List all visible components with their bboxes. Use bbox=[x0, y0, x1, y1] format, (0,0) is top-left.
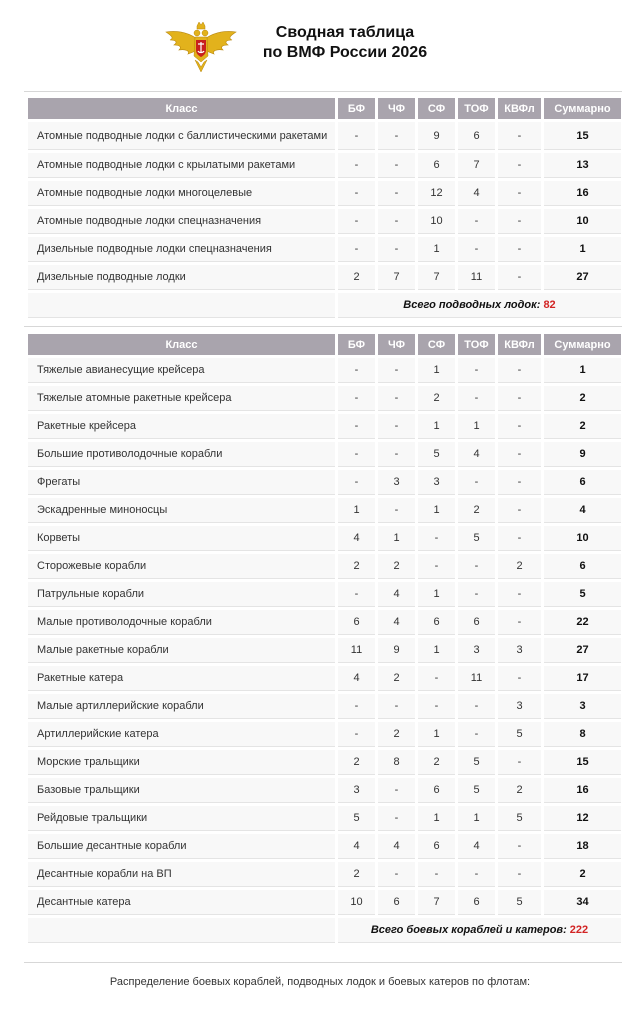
total-cell: 3 bbox=[544, 694, 621, 719]
sf-cell: 6 bbox=[418, 834, 455, 859]
class-cell: Атомные подводные лодки спецназначения bbox=[28, 209, 335, 234]
kvfl-cell: 3 bbox=[498, 694, 541, 719]
table-row bbox=[28, 122, 621, 150]
total-cell: 27 bbox=[544, 638, 621, 663]
sf-cell: 2 bbox=[418, 386, 455, 411]
bf-cell: 2 bbox=[338, 862, 375, 887]
total-row-spacer bbox=[28, 293, 335, 318]
tof-cell: - bbox=[458, 470, 495, 495]
chf-cell: - bbox=[378, 181, 415, 206]
table-row bbox=[28, 834, 621, 859]
tof-cell: 7 bbox=[458, 153, 495, 178]
table-row bbox=[28, 806, 621, 831]
sf-cell: - bbox=[418, 694, 455, 719]
class-cell: Большие противолодочные корабли bbox=[28, 442, 335, 467]
table-row bbox=[28, 862, 621, 887]
sf-cell: 1 bbox=[418, 237, 455, 262]
kvfl-cell: - bbox=[498, 386, 541, 411]
chf-cell: - bbox=[378, 122, 415, 150]
kvfl-cell: - bbox=[498, 862, 541, 887]
chf-cell: 4 bbox=[378, 610, 415, 635]
bf-cell: 3 bbox=[338, 778, 375, 803]
bf-cell: - bbox=[338, 181, 375, 206]
tof-cell: 5 bbox=[458, 778, 495, 803]
chf-cell: - bbox=[378, 153, 415, 178]
sf-cell: 1 bbox=[418, 498, 455, 523]
class-cell: Ракетные крейсера bbox=[28, 414, 335, 439]
surface-total-label: Всего боевых кораблей и катеров: bbox=[370, 924, 567, 936]
chf-cell: 9 bbox=[378, 638, 415, 663]
page-title bbox=[250, 23, 440, 63]
chf-cell: - bbox=[378, 778, 415, 803]
sf-cell: 1 bbox=[418, 582, 455, 607]
tof-cell: 6 bbox=[458, 610, 495, 635]
total-cell: 2 bbox=[544, 386, 621, 411]
tof-cell: 11 bbox=[458, 265, 495, 290]
column-header-kvfl: КВФл bbox=[498, 98, 541, 119]
tof-cell: - bbox=[458, 862, 495, 887]
chf-cell: - bbox=[378, 358, 415, 383]
total-cell: 9 bbox=[544, 442, 621, 467]
table-row bbox=[28, 554, 621, 579]
sf-cell: 1 bbox=[418, 722, 455, 747]
class-cell: Дизельные подводные лодки спецназначения bbox=[28, 237, 335, 262]
total-row-spacer bbox=[28, 918, 335, 943]
kvfl-cell: - bbox=[498, 666, 541, 691]
class-cell: Фрегаты bbox=[28, 470, 335, 495]
tof-cell: 11 bbox=[458, 666, 495, 691]
class-cell: Малые артиллерийские корабли bbox=[28, 694, 335, 719]
column-header-sf: СФ bbox=[418, 334, 455, 355]
bf-cell: - bbox=[338, 442, 375, 467]
total-cell: 10 bbox=[544, 209, 621, 234]
class-cell: Эскадренные миноносцы bbox=[28, 498, 335, 523]
bf-cell: 2 bbox=[338, 265, 375, 290]
bf-cell: - bbox=[338, 358, 375, 383]
chf-cell: - bbox=[378, 209, 415, 234]
sf-cell: - bbox=[418, 862, 455, 887]
class-cell: Малые ракетные корабли bbox=[28, 638, 335, 663]
surface-ships-table bbox=[25, 331, 624, 946]
sf-cell: 7 bbox=[418, 890, 455, 915]
class-cell: Малые противолодочные корабли bbox=[28, 610, 335, 635]
sf-cell: 1 bbox=[418, 806, 455, 831]
chf-cell: 4 bbox=[378, 834, 415, 859]
sf-cell: 1 bbox=[418, 358, 455, 383]
chf-cell: 2 bbox=[378, 666, 415, 691]
column-header-class: Класс bbox=[28, 98, 335, 119]
bf-cell: 11 bbox=[338, 638, 375, 663]
chf-cell: - bbox=[378, 442, 415, 467]
bf-cell: - bbox=[338, 470, 375, 495]
navy-eagle-emblem-icon bbox=[162, 20, 240, 76]
surface-total-row bbox=[28, 918, 621, 943]
chf-cell: - bbox=[378, 237, 415, 262]
title-line-2: по ВМФ России 2026 bbox=[262, 44, 428, 61]
bf-cell: 2 bbox=[338, 750, 375, 775]
tof-cell: - bbox=[458, 358, 495, 383]
column-header-bf: БФ bbox=[338, 98, 375, 119]
submarines-table-body bbox=[28, 122, 621, 290]
column-header-total: Суммарно bbox=[544, 334, 621, 355]
tof-cell: - bbox=[458, 209, 495, 234]
column-header-total: Суммарно bbox=[544, 98, 621, 119]
class-cell: Морские тральщики bbox=[28, 750, 335, 775]
kvfl-cell: - bbox=[498, 442, 541, 467]
kvfl-cell: - bbox=[498, 834, 541, 859]
column-header-bf: БФ bbox=[338, 334, 375, 355]
chf-cell: 8 bbox=[378, 750, 415, 775]
bf-cell: - bbox=[338, 237, 375, 262]
chf-cell: - bbox=[378, 806, 415, 831]
kvfl-cell: - bbox=[498, 582, 541, 607]
sf-cell: 9 bbox=[418, 122, 455, 150]
sf-cell: 1 bbox=[418, 638, 455, 663]
kvfl-cell: - bbox=[498, 122, 541, 150]
sf-cell: 5 bbox=[418, 442, 455, 467]
total-cell: 18 bbox=[544, 834, 621, 859]
class-cell: Патрульные корабли bbox=[28, 582, 335, 607]
bf-cell: - bbox=[338, 153, 375, 178]
table-row bbox=[28, 265, 621, 290]
total-cell: 22 bbox=[544, 610, 621, 635]
page-header bbox=[0, 0, 640, 88]
class-cell: Атомные подводные лодки с крылатыми ракетами bbox=[28, 153, 335, 178]
total-cell: 34 bbox=[544, 890, 621, 915]
class-cell: Артиллерийские катера bbox=[28, 722, 335, 747]
divider-bottom bbox=[24, 962, 622, 963]
column-header-chf: ЧФ bbox=[378, 334, 415, 355]
total-cell: 2 bbox=[544, 862, 621, 887]
class-cell: Десантные корабли на ВП bbox=[28, 862, 335, 887]
chf-cell: 6 bbox=[378, 890, 415, 915]
class-cell: Атомные подводные лодки с баллистическими ракетами bbox=[28, 122, 335, 150]
kvfl-cell: 5 bbox=[498, 890, 541, 915]
kvfl-cell: - bbox=[498, 265, 541, 290]
chf-cell: 4 bbox=[378, 582, 415, 607]
total-cell: 27 bbox=[544, 265, 621, 290]
tof-cell: 4 bbox=[458, 834, 495, 859]
total-cell: 16 bbox=[544, 181, 621, 206]
class-cell: Корветы bbox=[28, 526, 335, 551]
chf-cell: - bbox=[378, 862, 415, 887]
table-row bbox=[28, 386, 621, 411]
total-cell: 1 bbox=[544, 358, 621, 383]
bf-cell: 2 bbox=[338, 554, 375, 579]
bf-cell: - bbox=[338, 209, 375, 234]
chf-cell: 2 bbox=[378, 554, 415, 579]
chf-cell: 2 bbox=[378, 722, 415, 747]
sf-cell: 1 bbox=[418, 414, 455, 439]
table-row bbox=[28, 442, 621, 467]
chf-cell: 7 bbox=[378, 265, 415, 290]
kvfl-cell: 5 bbox=[498, 722, 541, 747]
table-row bbox=[28, 358, 621, 383]
table-header-row bbox=[28, 334, 621, 355]
chf-cell: - bbox=[378, 386, 415, 411]
title-line-1: Сводная таблица bbox=[275, 24, 415, 41]
fleet-distribution-caption: Распределение боевых кораблей, подводных лодок и боевых катеров по флотам: bbox=[109, 976, 531, 988]
sf-cell: 6 bbox=[418, 610, 455, 635]
sf-cell: 10 bbox=[418, 209, 455, 234]
surface-total-value: 222 bbox=[569, 924, 589, 936]
kvfl-cell: 2 bbox=[498, 778, 541, 803]
kvfl-cell: 2 bbox=[498, 554, 541, 579]
total-cell: 13 bbox=[544, 153, 621, 178]
bf-cell: - bbox=[338, 414, 375, 439]
class-cell: Дизельные подводные лодки bbox=[28, 265, 335, 290]
bf-cell: - bbox=[338, 694, 375, 719]
kvfl-cell: 5 bbox=[498, 806, 541, 831]
sf-cell: 3 bbox=[418, 470, 455, 495]
sf-cell: 7 bbox=[418, 265, 455, 290]
surface-ships-table-body bbox=[28, 358, 621, 915]
total-cell: 6 bbox=[544, 470, 621, 495]
class-cell: Рейдовые тральщики bbox=[28, 806, 335, 831]
sf-cell: 12 bbox=[418, 181, 455, 206]
total-cell: 15 bbox=[544, 122, 621, 150]
table-row bbox=[28, 666, 621, 691]
bf-cell: 5 bbox=[338, 806, 375, 831]
class-cell: Десантные катера bbox=[28, 890, 335, 915]
table-row bbox=[28, 209, 621, 234]
kvfl-cell: - bbox=[498, 498, 541, 523]
bf-cell: 1 bbox=[338, 498, 375, 523]
column-header-tof: ТОФ bbox=[458, 334, 495, 355]
total-cell: 16 bbox=[544, 778, 621, 803]
class-cell: Базовые тральщики bbox=[28, 778, 335, 803]
class-cell: Ракетные катера bbox=[28, 666, 335, 691]
sf-cell: - bbox=[418, 526, 455, 551]
bf-cell: - bbox=[338, 722, 375, 747]
bf-cell: - bbox=[338, 122, 375, 150]
table-row bbox=[28, 153, 621, 178]
tof-cell: 4 bbox=[458, 181, 495, 206]
table-row bbox=[28, 722, 621, 747]
bf-cell: - bbox=[338, 386, 375, 411]
tof-cell: 3 bbox=[458, 638, 495, 663]
column-header-kvfl: КВФл bbox=[498, 334, 541, 355]
kvfl-cell: - bbox=[498, 209, 541, 234]
chf-cell: - bbox=[378, 414, 415, 439]
chf-cell: - bbox=[378, 498, 415, 523]
bf-cell: 4 bbox=[338, 834, 375, 859]
tof-cell: 1 bbox=[458, 414, 495, 439]
column-header-sf: СФ bbox=[418, 98, 455, 119]
tof-cell: - bbox=[458, 386, 495, 411]
sf-cell: 6 bbox=[418, 153, 455, 178]
sf-cell: 6 bbox=[418, 778, 455, 803]
kvfl-cell: - bbox=[498, 153, 541, 178]
table-row bbox=[28, 498, 621, 523]
table-row bbox=[28, 181, 621, 206]
bf-cell: 4 bbox=[338, 526, 375, 551]
tof-cell: - bbox=[458, 694, 495, 719]
tof-cell: - bbox=[458, 582, 495, 607]
class-cell: Сторожевые корабли bbox=[28, 554, 335, 579]
class-cell: Тяжелые авианесущие крейсера bbox=[28, 358, 335, 383]
tof-cell: - bbox=[458, 237, 495, 262]
submarines-total bbox=[338, 293, 621, 318]
total-cell: 17 bbox=[544, 666, 621, 691]
table-row bbox=[28, 750, 621, 775]
tof-cell: - bbox=[458, 554, 495, 579]
kvfl-cell: - bbox=[498, 181, 541, 206]
total-cell: 4 bbox=[544, 498, 621, 523]
class-cell: Атомные подводные лодки многоцелевые bbox=[28, 181, 335, 206]
table-row bbox=[28, 638, 621, 663]
tof-cell: - bbox=[458, 722, 495, 747]
bf-cell: 4 bbox=[338, 666, 375, 691]
total-cell: 2 bbox=[544, 414, 621, 439]
table-row bbox=[28, 582, 621, 607]
kvfl-cell: - bbox=[498, 470, 541, 495]
table-row bbox=[28, 470, 621, 495]
kvfl-cell: - bbox=[498, 526, 541, 551]
submarines-total-row bbox=[28, 293, 621, 318]
total-cell: 8 bbox=[544, 722, 621, 747]
table-row bbox=[28, 610, 621, 635]
table-row bbox=[28, 414, 621, 439]
chf-cell: 3 bbox=[378, 470, 415, 495]
kvfl-cell: 3 bbox=[498, 638, 541, 663]
total-cell: 6 bbox=[544, 554, 621, 579]
total-cell: 1 bbox=[544, 237, 621, 262]
table-row bbox=[28, 694, 621, 719]
submarines-total-label: Всего подводных лодок: bbox=[403, 299, 541, 311]
divider-top bbox=[24, 91, 622, 92]
surface-total bbox=[338, 918, 621, 943]
table-header-row bbox=[28, 98, 621, 119]
table-row bbox=[28, 237, 621, 262]
tof-cell: 4 bbox=[458, 442, 495, 467]
kvfl-cell: - bbox=[498, 750, 541, 775]
total-cell: 5 bbox=[544, 582, 621, 607]
submarines-table bbox=[25, 95, 624, 321]
total-cell: 12 bbox=[544, 806, 621, 831]
sf-cell: 2 bbox=[418, 750, 455, 775]
table-row bbox=[28, 778, 621, 803]
tof-cell: 2 bbox=[458, 498, 495, 523]
tof-cell: 1 bbox=[458, 806, 495, 831]
bf-cell: - bbox=[338, 582, 375, 607]
chf-cell: - bbox=[378, 694, 415, 719]
tof-cell: 5 bbox=[458, 750, 495, 775]
kvfl-cell: - bbox=[498, 237, 541, 262]
tof-cell: 6 bbox=[458, 122, 495, 150]
bf-cell: 6 bbox=[338, 610, 375, 635]
kvfl-cell: - bbox=[498, 610, 541, 635]
tof-cell: 6 bbox=[458, 890, 495, 915]
tof-cell: 5 bbox=[458, 526, 495, 551]
table-row bbox=[28, 526, 621, 551]
total-cell: 15 bbox=[544, 750, 621, 775]
bf-cell: 10 bbox=[338, 890, 375, 915]
divider-middle bbox=[24, 326, 622, 327]
class-cell: Большие десантные корабли bbox=[28, 834, 335, 859]
sf-cell: - bbox=[418, 554, 455, 579]
column-header-class: Класс bbox=[28, 334, 335, 355]
total-cell: 10 bbox=[544, 526, 621, 551]
column-header-chf: ЧФ bbox=[378, 98, 415, 119]
column-header-tof: ТОФ bbox=[458, 98, 495, 119]
table-row bbox=[28, 890, 621, 915]
kvfl-cell: - bbox=[498, 414, 541, 439]
submarines-total-value: 82 bbox=[543, 299, 556, 311]
sf-cell: - bbox=[418, 666, 455, 691]
kvfl-cell: - bbox=[498, 358, 541, 383]
chf-cell: 1 bbox=[378, 526, 415, 551]
class-cell: Тяжелые атомные ракетные крейсера bbox=[28, 386, 335, 411]
